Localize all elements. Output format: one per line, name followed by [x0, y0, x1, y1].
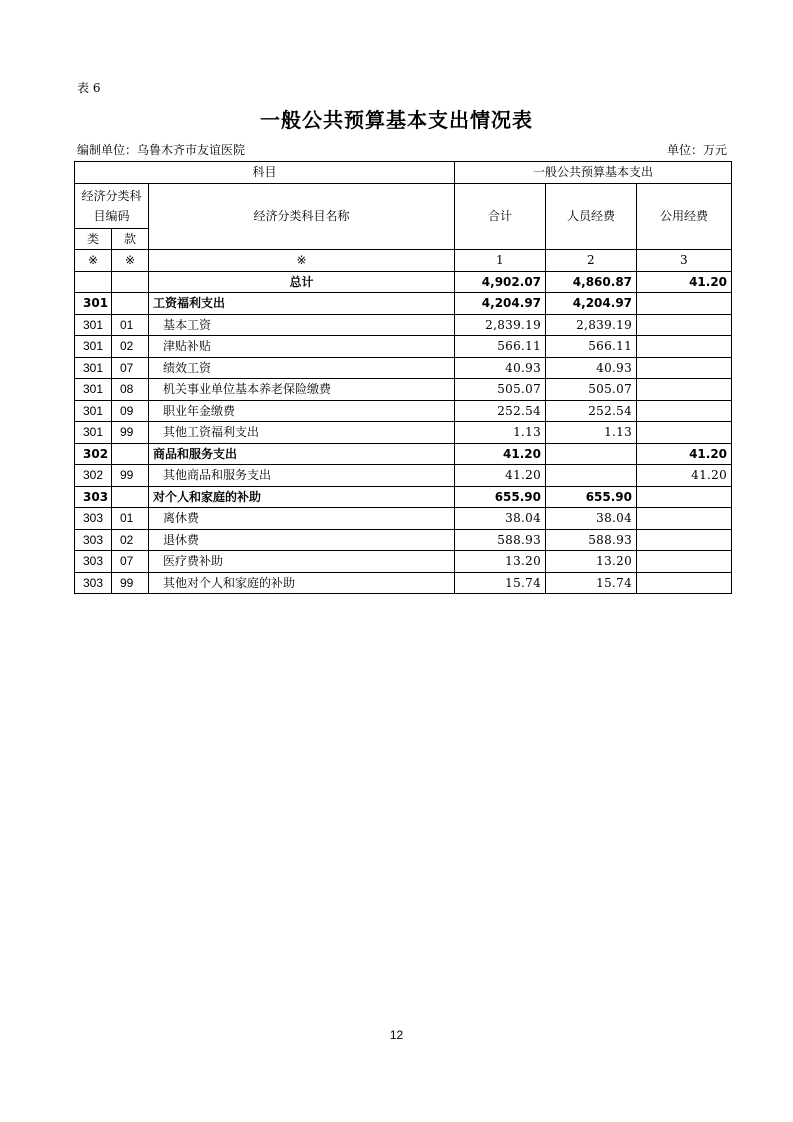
- row-item-code: 08: [112, 379, 149, 401]
- col-index-3: 3: [637, 250, 732, 272]
- page-number: 12: [389, 1028, 404, 1042]
- header-item: 款: [112, 228, 149, 250]
- row-name: 对个人和家庭的补助: [149, 486, 455, 508]
- header-code-label: 经济分类科目编码: [75, 183, 149, 228]
- row-item-code: 07: [112, 357, 149, 379]
- row-class-code: 303: [75, 551, 112, 573]
- row-personnel: 2,839.19: [546, 314, 637, 336]
- row-class-code: 303: [75, 572, 112, 594]
- row-name: 商品和服务支出: [149, 443, 455, 465]
- row-total: 2,839.19: [455, 314, 546, 336]
- row-item-code: 99: [112, 465, 149, 487]
- row-class-code: 301: [75, 293, 112, 315]
- row-public: [637, 551, 732, 573]
- row-class-code: 302: [75, 443, 112, 465]
- row-name: 退休费: [149, 529, 455, 551]
- row-total: 655.90: [455, 486, 546, 508]
- budget-table: [74, 161, 732, 594]
- grand-total-class: [75, 271, 112, 293]
- grand-total-total: 4,902.07: [455, 271, 546, 293]
- row-item-code: 02: [112, 529, 149, 551]
- row-personnel: 566.11: [546, 336, 637, 358]
- row-public: [637, 379, 732, 401]
- row-class-code: 303: [75, 508, 112, 530]
- row-name: 医疗费补助: [149, 551, 455, 573]
- row-total: 38.04: [455, 508, 546, 530]
- table-row: [75, 529, 732, 551]
- row-class-code: 303: [75, 529, 112, 551]
- row-personnel: [546, 443, 637, 465]
- row-name: 职业年金缴费: [149, 400, 455, 422]
- row-personnel: 38.04: [546, 508, 637, 530]
- table-row: [75, 314, 732, 336]
- table-row: [75, 422, 732, 444]
- table-row: [75, 293, 732, 315]
- row-personnel: 588.93: [546, 529, 637, 551]
- table-row: [75, 357, 732, 379]
- row-class-code: 301: [75, 379, 112, 401]
- row-total: 4,204.97: [455, 293, 546, 315]
- page-title: 一般公共预算基本支出情况表: [260, 108, 533, 132]
- row-name: 基本工资: [149, 314, 455, 336]
- table-body: [75, 162, 732, 594]
- row-item-code: 07: [112, 551, 149, 573]
- row-personnel: 1.13: [546, 422, 637, 444]
- row-item-code: 01: [112, 508, 149, 530]
- header-name-label: 经济分类科目名称: [149, 183, 455, 250]
- row-name: 离休费: [149, 508, 455, 530]
- table-number: 表 6: [77, 81, 101, 95]
- table-row: [75, 336, 732, 358]
- grand-total-personnel: 4,860.87: [546, 271, 637, 293]
- row-total: 41.20: [455, 465, 546, 487]
- row-public: [637, 357, 732, 379]
- col-index-1: 1: [455, 250, 546, 272]
- unit-label: 单位：万元: [666, 143, 727, 157]
- table-row: [75, 551, 732, 573]
- row-total: 13.20: [455, 551, 546, 573]
- header-row-2: [75, 183, 732, 228]
- row-public: [637, 314, 732, 336]
- row-name: 其他工资福利支出: [149, 422, 455, 444]
- row-public: 41.20: [637, 465, 732, 487]
- mark-class: ※: [75, 250, 112, 272]
- row-public: 41.20: [637, 443, 732, 465]
- row-class-code: 303: [75, 486, 112, 508]
- header-group: 一般公共预算基本支出: [455, 162, 732, 184]
- grand-total-public: 41.20: [637, 271, 732, 293]
- header-personnel: 人员经费: [546, 183, 637, 250]
- row-personnel: 13.20: [546, 551, 637, 573]
- table-row: [75, 379, 732, 401]
- row-item-code: [112, 443, 149, 465]
- row-total: 566.11: [455, 336, 546, 358]
- row-name: 津贴补贴: [149, 336, 455, 358]
- grand-total-item: [112, 271, 149, 293]
- row-personnel: 505.07: [546, 379, 637, 401]
- header-public: 公用经费: [637, 183, 732, 250]
- row-item-code: 02: [112, 336, 149, 358]
- row-personnel: [546, 465, 637, 487]
- table-row: [75, 465, 732, 487]
- row-name: 其他商品和服务支出: [149, 465, 455, 487]
- row-personnel: 655.90: [546, 486, 637, 508]
- row-total: 15.74: [455, 572, 546, 594]
- header-class: 类: [75, 228, 112, 250]
- row-name: 工资福利支出: [149, 293, 455, 315]
- row-total: 505.07: [455, 379, 546, 401]
- row-class-code: 301: [75, 422, 112, 444]
- table-row: [75, 443, 732, 465]
- row-class-code: 301: [75, 336, 112, 358]
- row-personnel: 15.74: [546, 572, 637, 594]
- row-personnel: 40.93: [546, 357, 637, 379]
- row-public: [637, 572, 732, 594]
- row-item-code: 09: [112, 400, 149, 422]
- row-total: 40.93: [455, 357, 546, 379]
- row-name: 其他对个人和家庭的补助: [149, 572, 455, 594]
- table-row: [75, 400, 732, 422]
- grand-total-row: [75, 271, 732, 293]
- header-subject: 科目: [75, 162, 455, 184]
- row-item-code: 01: [112, 314, 149, 336]
- row-public: [637, 486, 732, 508]
- row-item-code: 99: [112, 572, 149, 594]
- header-row-1: [75, 162, 732, 184]
- row-public: [637, 422, 732, 444]
- row-name: 绩效工资: [149, 357, 455, 379]
- prepared-by: 编制单位：乌鲁木齐市友谊医院: [77, 143, 246, 157]
- header-total: 合计: [455, 183, 546, 250]
- row-public: [637, 293, 732, 315]
- row-total: 41.20: [455, 443, 546, 465]
- row-class-code: 301: [75, 357, 112, 379]
- row-item-code: 99: [112, 422, 149, 444]
- row-personnel: 4,204.97: [546, 293, 637, 315]
- row-name: 机关事业单位基本养老保险缴费: [149, 379, 455, 401]
- row-class-code: 301: [75, 400, 112, 422]
- row-total: 252.54: [455, 400, 546, 422]
- row-item-code: [112, 293, 149, 315]
- header-row-4: [75, 250, 732, 272]
- row-class-code: 301: [75, 314, 112, 336]
- row-total: 1.13: [455, 422, 546, 444]
- row-public: [637, 529, 732, 551]
- row-class-code: 302: [75, 465, 112, 487]
- row-public: [637, 400, 732, 422]
- row-public: [637, 508, 732, 530]
- mark-name: ※: [149, 250, 455, 272]
- table-row: [75, 508, 732, 530]
- row-personnel: 252.54: [546, 400, 637, 422]
- row-public: [637, 336, 732, 358]
- row-item-code: [112, 486, 149, 508]
- table-row: [75, 486, 732, 508]
- row-total: 588.93: [455, 529, 546, 551]
- grand-total-label: 总计: [149, 271, 455, 293]
- mark-item: ※: [112, 250, 149, 272]
- table-row: [75, 572, 732, 594]
- col-index-2: 2: [546, 250, 637, 272]
